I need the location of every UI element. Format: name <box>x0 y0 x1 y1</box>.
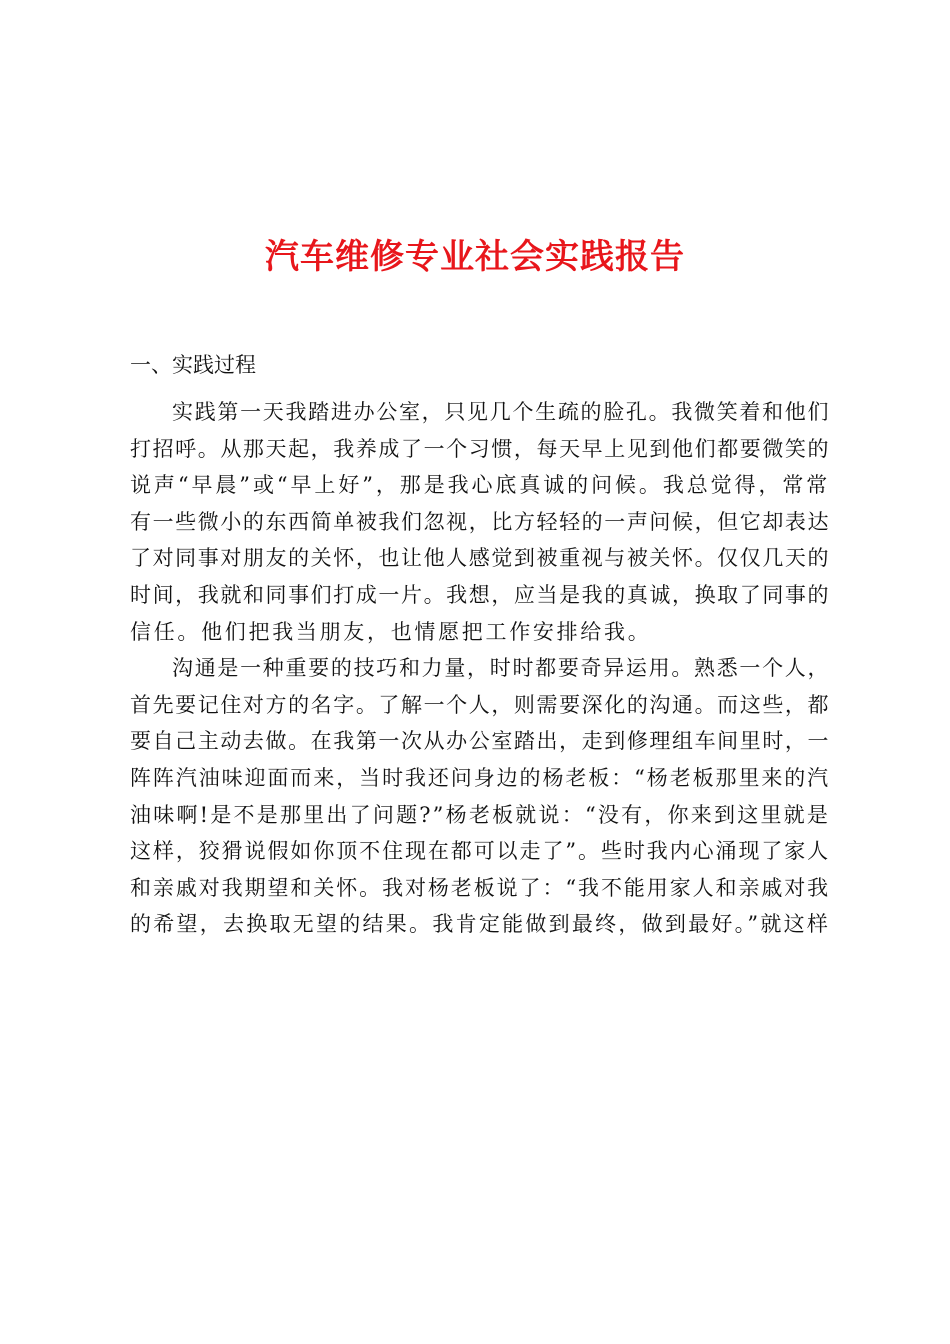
paragraph-line: 时间，我就和同事们打成一片。我想，应当是我的真诚，换取了同事的 <box>130 582 830 607</box>
paragraph-line: 沟通是一种重要的技巧和力量，时时都要奇异运用。熟悉一个人， <box>172 656 830 681</box>
paragraph-line: 实践第一天我踏进办公室，只见几个生疏的脸孔。我微笑着和他们 <box>172 400 830 424</box>
paragraph-line: 的希望，去换取无望的结果。我肯定能做到最终，做到最好。”就这样 <box>130 912 830 937</box>
document-title: 汽车维修专业社会实践报告 <box>265 236 685 277</box>
paragraph-line: 要自己主动去做。在我第一次从办公室踏出，走到修理组车间里时，一 <box>130 729 830 754</box>
document-body <box>130 346 830 943</box>
section-heading: 一、实践过程 <box>130 353 256 377</box>
paragraph-line: 说声“早晨”或“早上好”，那是我心底真诚的问候。我总觉得，常常 <box>130 473 830 498</box>
paragraph-line: 首先要记住对方的名字。了解一个人，则需要深化的沟通。而这些，都 <box>130 692 830 717</box>
paragraph-line: 打招呼。从那天起，我养成了一个习惯，每天早上见到他们都要微笑的 <box>130 436 830 461</box>
paragraph-line: 这样，狡猾说假如你顶不住现在都可以走了”。些时我内心涌现了家人 <box>130 839 830 864</box>
paragraph-line: 有一些微小的东西简单被我们忽视，比方轻轻的一声问候，但它却表达 <box>130 509 830 534</box>
paragraph-line: 油味啊!是不是那里出了问题?”杨老板就说：“没有，你来到这里就是 <box>130 802 830 827</box>
paragraph-2 <box>130 650 830 943</box>
paragraph-line: 阵阵汽油味迎面而来，当时我还问身边的杨老板：“杨老板那里来的汽 <box>130 765 830 790</box>
paragraph-line: 了对同事对朋友的关怀，也让他人感觉到被重视与被关怀。仅仅几天的 <box>130 546 830 571</box>
paragraph-1 <box>130 394 830 650</box>
paragraph-line: 和亲戚对我期望和关怀。我对杨老板说了：“我不能用家人和亲戚对我 <box>130 875 830 900</box>
paragraph-line: 信任。他们把我当朋友，也情愿把工作安排给我。 <box>130 619 652 644</box>
